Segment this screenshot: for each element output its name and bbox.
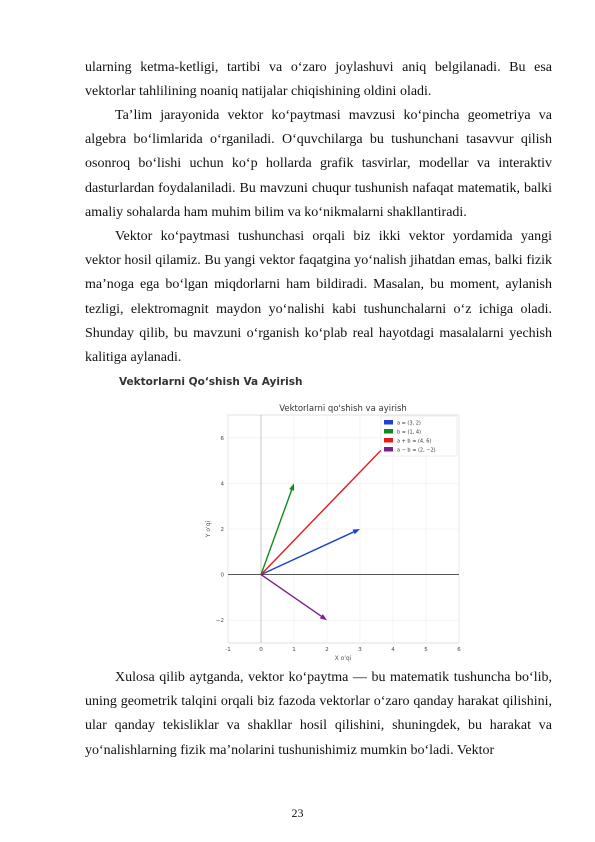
legend-label: a + b = (4, 6)	[397, 438, 432, 445]
x-tick-label: 6	[457, 647, 461, 653]
vector-chart	[198, 398, 468, 666]
legend-label: a = (3, 2)	[397, 420, 421, 427]
chart-x-axis-label: X o'qi	[334, 655, 352, 662]
paragraph-2: Ta’lim jarayonida vektor ko‘paytmasi mavzusi ko‘pincha geometriya va algebra bo‘limlarida o‘rganiladi. O‘quvchilarga bu tushunchani tasavvur qilish osonroq bo‘lishi uchun ko‘p hollarda grafik tasvirlar, modellar va interaktiv dasturlardan foydalaniladi. Bu mavzuni chuqur tushunish nafaqat matematik, balki amaliy sohalarda ham muhim bilim va ko‘nikmalarni shakllantiradi.	[85, 108, 552, 220]
legend-swatch	[384, 420, 393, 425]
y-tick-label: 0	[220, 572, 224, 579]
x-tick-label: 3	[358, 647, 362, 653]
legend-swatch	[384, 447, 393, 452]
chart-y-axis-label: Y o'qi	[205, 520, 212, 538]
x-tick-label: 1	[292, 647, 296, 653]
legend-label: a − b = (2, −2)	[397, 447, 436, 454]
legend-label: b = (1, 4)	[397, 429, 421, 436]
x-tick-label: 5	[424, 647, 428, 653]
y-tick-label: −2	[215, 618, 224, 625]
paragraph-1: ularning ketma-ketligi, tartibi va o‘zaro joylashuvi aniq belgilanadi. Bu esa vektorlar tahlilining noaniq natijalar chiqishining oldini oladi.	[85, 60, 552, 100]
paragraph-3: Vektor ko‘paytmasi tushunchasi orqali biz ikki vektor yordamida yangi vektor hosil qilamiz. Bu yangi vektor faqatgina yo‘nalish jihatdan emas, balki fizik ma’noga ega bo‘lgan miqdorlarni ham bildiradi. Masalan, bu moment, aylanish tezligi, elektromagnit maydon yo‘nalishi kabi tushunchalarni o‘z ichiga oladi. Shunday qilib, bu mavzuni o‘rganish ko‘plab real hayotdagi masalalarni yechish kalitiga aylanadi.	[85, 229, 552, 366]
legend-swatch	[384, 438, 393, 443]
y-tick-label: 6	[220, 435, 224, 442]
x-tick-label: 2	[325, 647, 329, 653]
x-tick-label: -1	[225, 647, 231, 653]
x-tick-label: 0	[259, 647, 263, 653]
y-tick-label: 4	[220, 481, 224, 488]
x-tick-label: 4	[391, 647, 395, 653]
chart-title: Vektorlarni qo'shish va ayirish	[279, 404, 407, 414]
page-number: 23	[291, 806, 304, 820]
paragraph-4: Xulosa qilib aytganda, vektor ko‘paytma — bu matematik tushuncha bo‘lib, uning geometrik talqini orqali biz fazoda vektorlar o‘zaro qanday harakat qilishini, ular qanday tekisliklar va shakllar hosil qilishini, shuningdek, bu harakat va yo‘nalishlarning fizik ma’nolarini tushunishimiz mumkin bo‘ladi. Vektor	[85, 670, 552, 758]
legend-swatch	[384, 429, 393, 434]
figure-heading: Vektorlarni Qo‘shish Va Ayirish	[119, 376, 303, 388]
y-tick-label: 2	[220, 527, 224, 533]
